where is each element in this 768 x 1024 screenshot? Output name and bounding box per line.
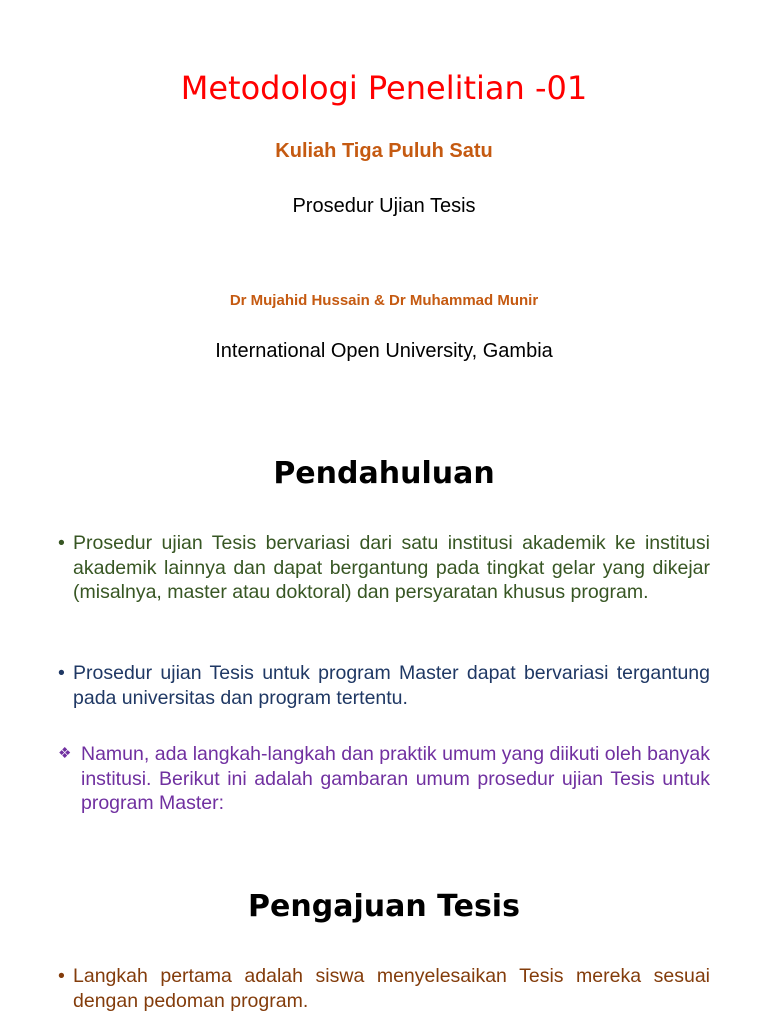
bullet-marker: •: [58, 662, 65, 684]
section-heading-introduction: Pendahuluan: [273, 456, 495, 491]
bullet-text: Namun, ada langkah-langkah dan praktik umum yang diikuti oleh banyak institusi. Berikut ini adalah gambaran umum prosedur ujian Tesis untuk program Master:: [81, 743, 710, 814]
bullet-text: Prosedur ujian Tesis untuk program Master dapat bervariasi tergantung pada universitas dan program tertentu.: [73, 662, 710, 709]
topic-title: Prosedur Ujian Tesis: [292, 195, 476, 217]
diamond-bullet-icon: ❖: [58, 745, 72, 762]
document-title: Metodologi Penelitian -01: [180, 69, 588, 107]
authors: Dr Mujahid Hussain & Dr Muhammad Munir: [229, 292, 539, 309]
lecture-subtitle: Kuliah Tiga Puluh Satu: [275, 140, 493, 162]
section-heading-thesis-submission: Pengajuan Tesis: [248, 889, 520, 924]
bullet-marker: •: [58, 532, 65, 554]
bullet-text: Langkah pertama adalah siswa menyelesaikan Tesis mereka sesuai dengan pedoman program.: [73, 965, 710, 1012]
affiliation: International Open University, Gambia: [215, 340, 553, 362]
list-item: [58, 531, 710, 605]
list-item: [58, 742, 710, 816]
list-item: [58, 964, 710, 1013]
list-item: [58, 661, 710, 710]
bullet-marker: •: [58, 965, 65, 987]
bullet-text: Prosedur ujian Tesis bervariasi dari satu institusi akademik ke institusi akademik lainnya dan dapat bergantung pada tingkat gelar yang dikejar (misalnya, master atau doktoral) dan persyaratan khusus program.: [73, 532, 710, 603]
